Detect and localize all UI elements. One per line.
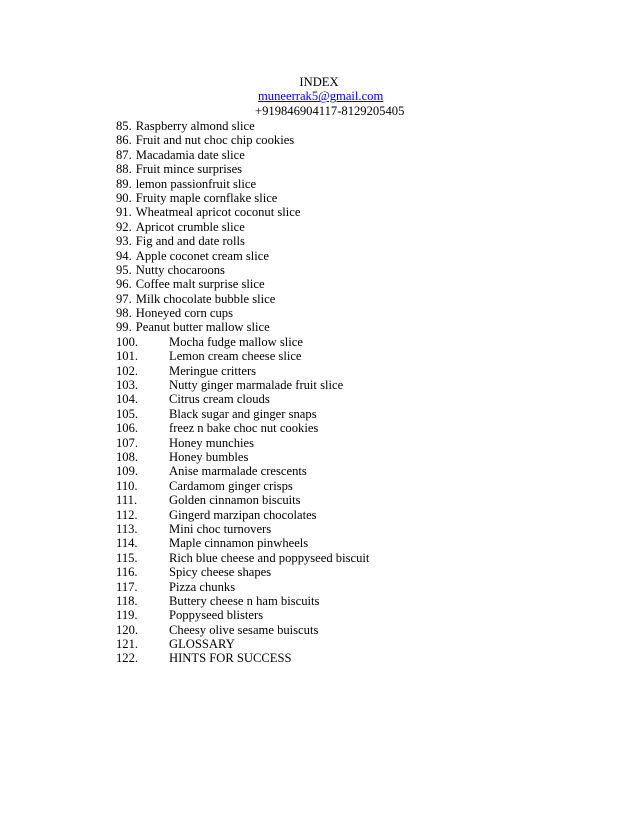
item-number: 87. <box>116 147 132 162</box>
item-number: 85. <box>116 119 132 133</box>
index-item <box>116 263 369 277</box>
item-title: Rich blue cheese and poppyseed biscuit <box>169 550 370 565</box>
item-title: Milk chocolate bubble slice <box>135 291 276 306</box>
index-item <box>116 306 369 320</box>
index-item <box>116 119 369 133</box>
item-title: GLOSSARY <box>169 637 235 652</box>
item-title: freez n bake choc nut cookies <box>169 421 319 436</box>
item-number: 101. <box>116 349 139 364</box>
item-title: Apple coconet cream slice <box>135 248 269 263</box>
index-item <box>116 565 369 579</box>
item-title: Lemon cream cheese slice <box>169 349 302 364</box>
item-number: 94. <box>116 248 132 263</box>
item-title: Fruit and nut choc chip cookies <box>135 133 295 148</box>
item-number: 100. <box>116 334 139 349</box>
item-title: Honey munchies <box>169 435 254 450</box>
index-item <box>116 608 369 622</box>
index-item <box>116 436 369 450</box>
index-item <box>116 407 369 421</box>
item-title: Raspberry almond slice <box>135 119 255 133</box>
index-item <box>116 292 369 306</box>
index-item <box>116 594 369 608</box>
item-number: 107. <box>116 435 139 450</box>
item-title: Macadamia date slice <box>135 147 245 162</box>
item-number: 121. <box>116 637 139 652</box>
item-number: 93. <box>116 234 132 249</box>
item-title: Meringue critters <box>169 363 257 378</box>
index-item <box>116 349 369 363</box>
item-number: 114. <box>116 536 138 551</box>
item-title: Wheatmeal apricot coconut slice <box>135 205 301 220</box>
item-title: lemon passionfruit slice <box>135 176 257 191</box>
item-title: Honey bumbles <box>169 449 249 464</box>
item-number: 108. <box>116 449 139 464</box>
index-item <box>116 277 369 291</box>
item-title: Peanut butter mallow slice <box>135 320 270 335</box>
index-item <box>116 637 369 651</box>
item-number: 111. <box>116 493 138 508</box>
item-number: 110. <box>116 478 138 493</box>
index-item <box>116 450 369 464</box>
item-title: Coffee malt surprise slice <box>135 277 265 292</box>
item-title: Anise marmalade crescents <box>169 464 307 479</box>
item-title: Golden cinnamon biscuits <box>169 493 301 508</box>
item-number: 122. <box>116 651 139 666</box>
index-item <box>116 536 369 550</box>
item-number: 120. <box>116 622 139 637</box>
item-number: 112. <box>116 507 138 522</box>
item-number: 118. <box>116 593 138 608</box>
index-item <box>116 162 369 176</box>
item-number: 89. <box>116 176 132 191</box>
item-title: Citrus cream clouds <box>169 392 270 407</box>
index-item <box>116 335 369 349</box>
index-item <box>116 493 369 507</box>
item-number: 88. <box>116 162 132 177</box>
index-item <box>116 320 369 334</box>
item-number: 86. <box>116 133 132 148</box>
index-item <box>116 421 369 435</box>
item-title: HINTS FOR SUCCESS <box>169 651 292 666</box>
index-item <box>116 148 369 162</box>
index-item <box>116 234 369 248</box>
item-number: 115. <box>116 550 138 565</box>
phone-number: +919846904117-8129205405 <box>255 103 405 118</box>
index-item <box>116 220 369 234</box>
email-link[interactable]: muneerrak5@gmail.com <box>258 89 384 104</box>
item-title: Mocha fudge mallow slice <box>169 334 303 349</box>
item-title: Pizza chunks <box>169 579 236 594</box>
index-item <box>116 392 369 406</box>
item-title: Buttery cheese n ham biscuits <box>169 593 320 608</box>
item-number: 104. <box>116 392 139 407</box>
item-number: 116. <box>116 565 138 580</box>
item-number: 109. <box>116 464 139 479</box>
index-list <box>116 119 369 666</box>
item-title: Poppyseed blisters <box>169 608 264 623</box>
index-header <box>0 75 638 118</box>
index-item <box>116 133 369 147</box>
item-number: 105. <box>116 406 139 421</box>
item-number: 103. <box>116 378 139 393</box>
item-title: Maple cinnamon pinwheels <box>169 536 309 551</box>
item-number: 117. <box>116 579 138 594</box>
item-number: 95. <box>116 262 132 277</box>
index-item <box>116 651 369 665</box>
item-title: Nutty ginger marmalade fruit slice <box>169 378 344 393</box>
index-item <box>116 364 369 378</box>
item-title: Fruit mince surprises <box>135 162 243 177</box>
index-item <box>116 551 369 565</box>
item-title: Cheesy olive sesame buiscuts <box>169 622 319 637</box>
index-item <box>116 205 369 219</box>
index-item <box>116 508 369 522</box>
item-number: 91. <box>116 205 132 220</box>
index-item <box>116 378 369 392</box>
index-title: INDEX <box>299 75 339 89</box>
index-item <box>116 522 369 536</box>
item-number: 97. <box>116 291 132 306</box>
item-number: 98. <box>116 306 132 321</box>
index-item <box>116 464 369 478</box>
item-number: 106. <box>116 421 139 436</box>
item-number: 96. <box>116 277 132 292</box>
item-title: Mini choc turnovers <box>169 521 272 536</box>
index-item <box>116 623 369 637</box>
item-number: 99. <box>116 320 132 335</box>
index-item <box>116 580 369 594</box>
item-title: Apricot crumble slice <box>135 219 245 234</box>
item-title: Fig and and date rolls <box>135 234 245 249</box>
item-number: 102. <box>116 363 139 378</box>
item-title: Gingerd marzipan chocolates <box>169 507 317 522</box>
item-number: 119. <box>116 608 138 623</box>
item-title: Nutty chocaroons <box>135 262 225 277</box>
item-title: Fruity maple cornflake slice <box>135 190 278 205</box>
item-number: 92. <box>116 219 132 234</box>
item-title: Honeyed corn cups <box>135 306 233 321</box>
index-item <box>116 479 369 493</box>
index-item <box>116 249 369 263</box>
item-number: 90. <box>116 190 132 205</box>
index-item <box>116 191 369 205</box>
item-title: Spicy cheese shapes <box>169 565 272 580</box>
item-title: Black sugar and ginger snaps <box>169 406 317 421</box>
item-title: Cardamom ginger crisps <box>169 478 293 493</box>
item-number: 113. <box>116 521 138 536</box>
index-item <box>116 177 369 191</box>
